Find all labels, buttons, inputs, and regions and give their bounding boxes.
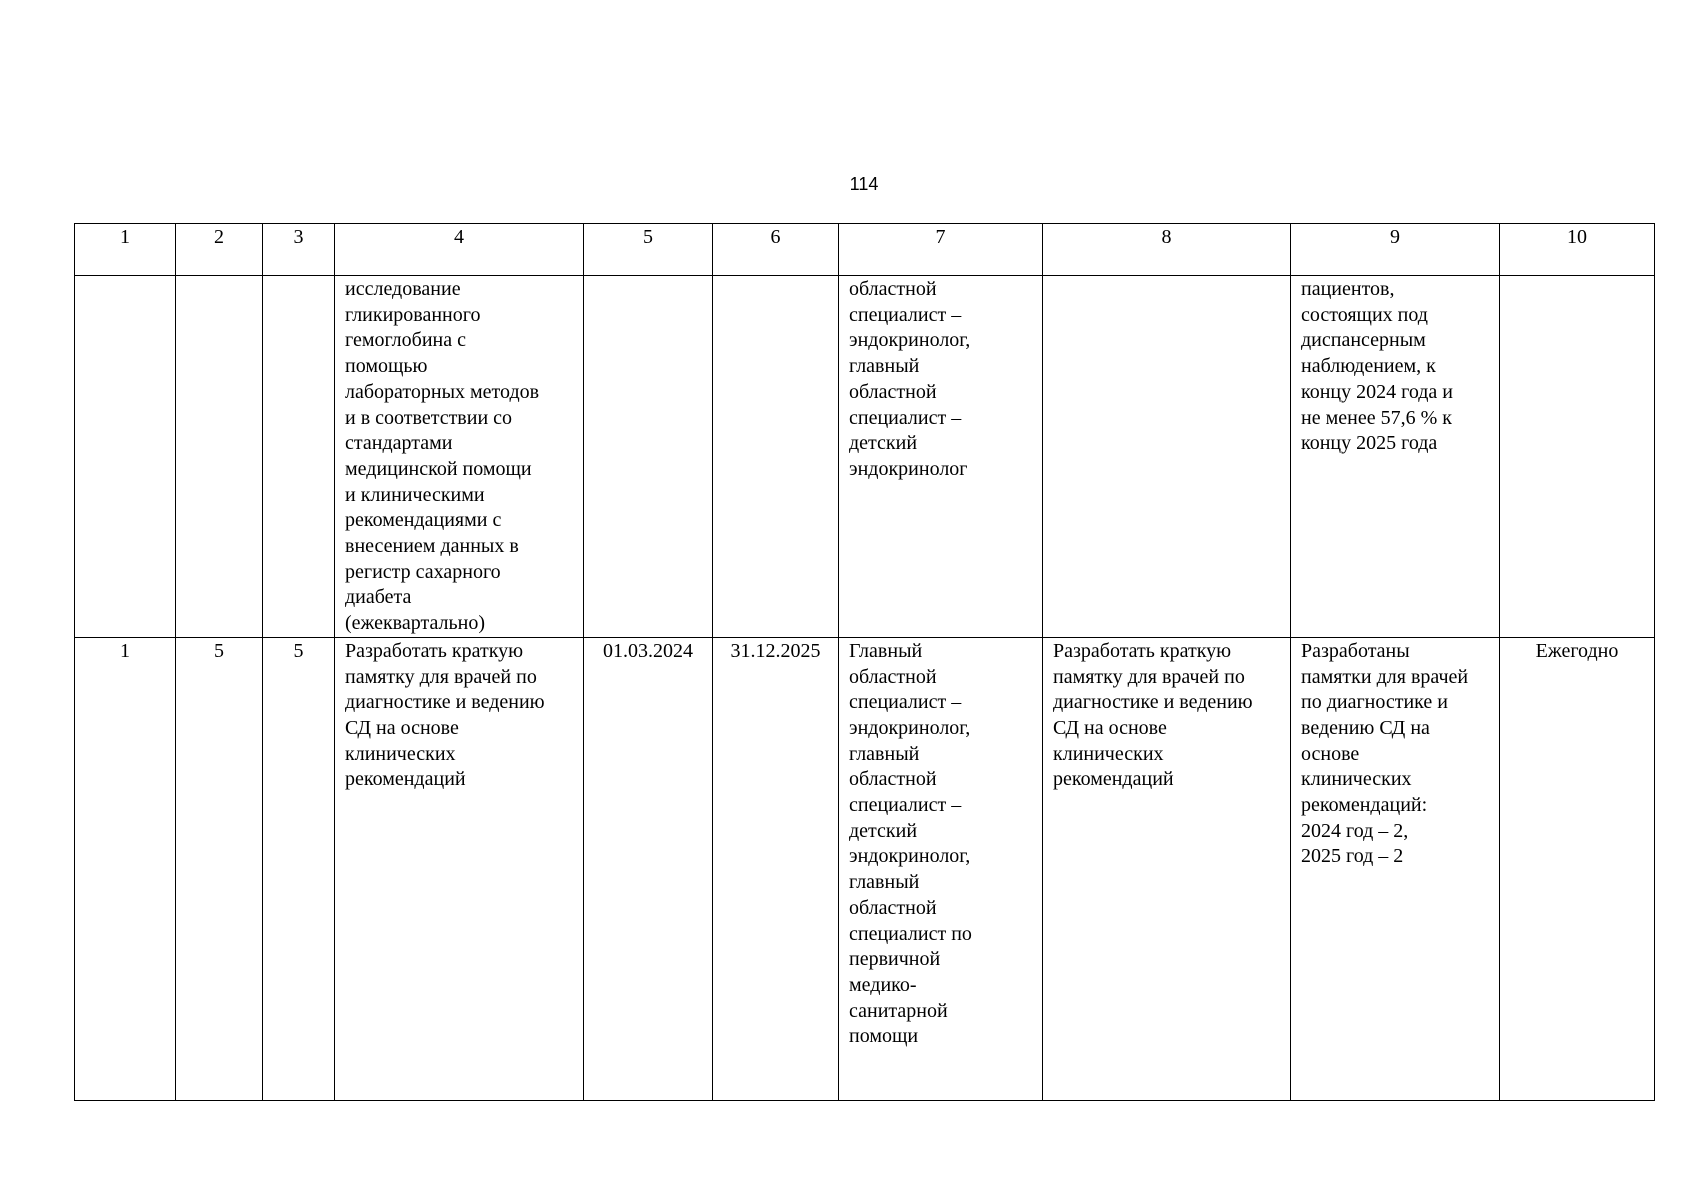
action-plan-table bbox=[74, 223, 1655, 1101]
column-number-6: 6 bbox=[713, 224, 839, 276]
page-number: 114 bbox=[849, 174, 879, 194]
column-number-row bbox=[75, 224, 1655, 276]
table-cell bbox=[176, 276, 263, 638]
indicator-cell: Разработаны памятки для врачей по диагностике и ведению СД на основе клинических рекомендаций: 2024 год – 2, 2025 год – 2 bbox=[1291, 637, 1500, 1100]
responsible-cell: областной специалист – эндокринолог, главный областной специалист – детский эндокринолог bbox=[839, 276, 1043, 638]
table-cell bbox=[263, 276, 335, 638]
end-date-cell: 31.12.2025 bbox=[713, 637, 839, 1100]
indicator-cell: пациентов, состоящих под диспансерным наблюдением, к концу 2024 года и не менее 57,6 % к концу 2025 года bbox=[1291, 276, 1500, 638]
table-row bbox=[75, 276, 1655, 638]
column-number-1: 1 bbox=[75, 224, 176, 276]
end-date-cell bbox=[713, 276, 839, 638]
table-cell: 5 bbox=[176, 637, 263, 1100]
measure-description-cell: Разработать краткую памятку для врачей по диагностике и ведению СД на основе клинических рекомендаций bbox=[335, 637, 584, 1100]
responsible-cell: Главный областной специалист – эндокринолог, главный областной специалист – детский эндокринолог, главный областной специалист по первичной медико- санитарной помощи bbox=[839, 637, 1043, 1100]
column-number-4: 4 bbox=[335, 224, 584, 276]
frequency-cell: Ежегодно bbox=[1500, 637, 1655, 1100]
result-cell: Разработать краткую памятку для врачей по диагностике и ведению СД на основе клинических рекомендаций bbox=[1043, 637, 1291, 1100]
column-number-10: 10 bbox=[1500, 224, 1655, 276]
column-number-9: 9 bbox=[1291, 224, 1500, 276]
measure-description-cell: исследование гликированного гемоглобина с помощью лабораторных методов и в соответствии со стандартами медицинской помощи и клиническими рекомендациями с внесением данных в регистр сахарного диабета (ежеквартально) bbox=[335, 276, 584, 638]
column-number-3: 3 bbox=[263, 224, 335, 276]
table-cell bbox=[75, 276, 176, 638]
start-date-cell bbox=[584, 276, 713, 638]
column-number-2: 2 bbox=[176, 224, 263, 276]
result-cell bbox=[1043, 276, 1291, 638]
column-number-7: 7 bbox=[839, 224, 1043, 276]
column-number-5: 5 bbox=[584, 224, 713, 276]
table-cell: 5 bbox=[263, 637, 335, 1100]
table-row bbox=[75, 637, 1655, 1100]
frequency-cell bbox=[1500, 276, 1655, 638]
column-number-8: 8 bbox=[1043, 224, 1291, 276]
table-cell: 1 bbox=[75, 637, 176, 1100]
start-date-cell: 01.03.2024 bbox=[584, 637, 713, 1100]
